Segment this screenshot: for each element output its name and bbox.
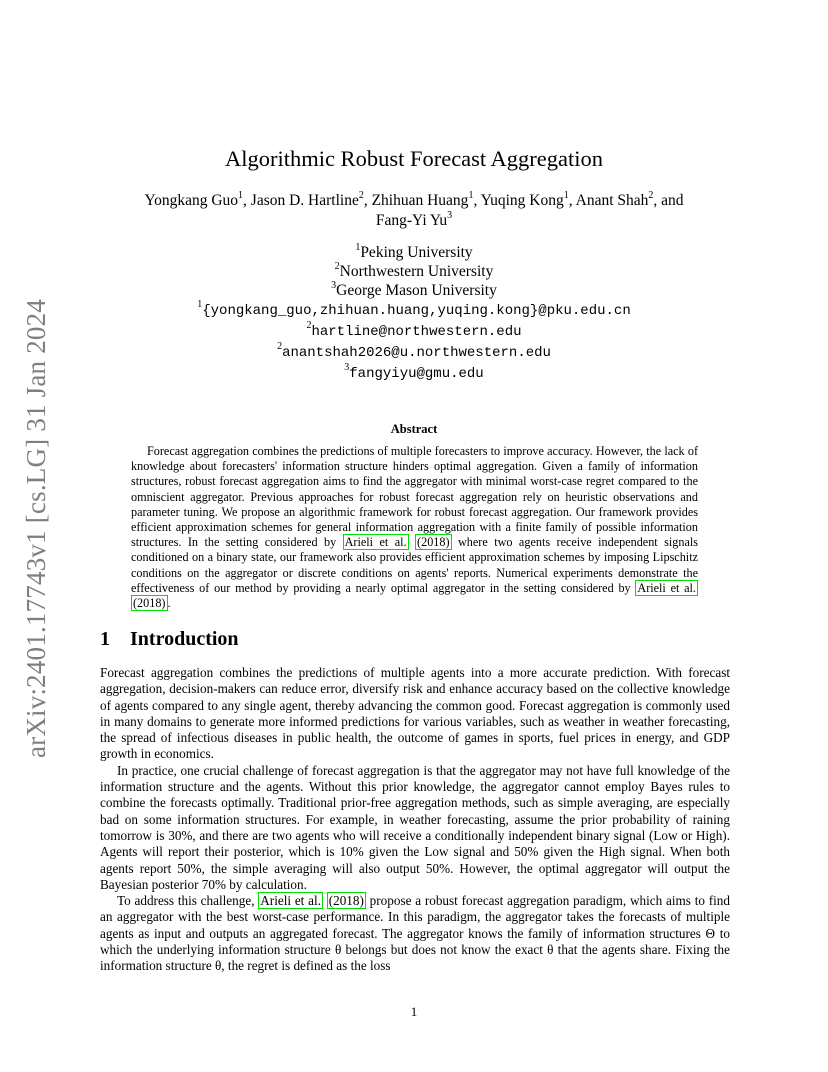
affiliation-block xyxy=(0,243,828,384)
citation-year-link[interactable] xyxy=(415,534,452,550)
author-list: Yongkang Guo$^1$, Jason D. Hartline$^2$, Zhihuan Huang$^1$, Yuqing Kong$^1$, Anant Shah$^2$, and Fang-Yi Yu$^3$ xyxy=(144,189,684,229)
paragraph: Forecast aggregation combines the predictions of multiple agents into a more accurate prediction. With forecast aggregation, decision-makers can reduce error, diversify risk and enhance accuracy based on the collective knowledge of agents compared to any single agent, thereby advancing the common good. Forecast aggregation is commonly used in many domains to generate more informed predictions for various variables, such as weather in weather forecasting, the spread of infectious diseases in public health, the outcome of games in sports, fuel prices in energy, and GDP growth in economics. xyxy=(100,665,730,762)
citation-author: Arieli et al. xyxy=(637,580,696,595)
abstract-part: Forecast aggregation combines the predictions of multiple forecasters to improve accuracy. However, the lack of knowledge about forecasters' information structure hinders optimal aggregation. Given a family of information structures, robust forecast aggregation aims to find the aggregator with minimal worst-case regret compared to the omniscient aggregator. Previous approaches for robust forecast aggregation rely on heuristic observations and parameter tuning. We propose an algorithmic framework for robust forecast aggregation. Our framework provides efficient approximation schemes for general information aggregation with a finite family of possible information structures. In the setting considered by xyxy=(131,444,698,550)
citation-link[interactable] xyxy=(343,534,409,550)
author-affil-mark: 1 xyxy=(238,189,244,201)
email-text: {yongkang_guo,zhihuan.huang,yuqing.kong}@pku.edu.cn xyxy=(202,303,631,319)
author: Yuqing Kong xyxy=(480,192,564,209)
affiliation-text: Peking University xyxy=(360,244,473,261)
affil-mark: 1 xyxy=(197,298,203,310)
paper-title: Algorithmic Robust Forecast Aggregation xyxy=(224,146,604,171)
abstract-heading: Abstract xyxy=(390,422,438,436)
author: Zhihuan Huang xyxy=(371,192,469,209)
affil-mark: 1 xyxy=(355,241,361,253)
citation-year: (2018) xyxy=(133,596,166,611)
citation-year-link[interactable] xyxy=(131,595,168,611)
citation-author: Arieli et al. xyxy=(344,535,407,550)
affil-mark: 3 xyxy=(331,279,337,291)
section-title: Introduction xyxy=(130,628,239,650)
paragraph-part: propose a robust forecast aggregation paradigm, which aims to find an aggregator with the best worst-case performance. In this paradigm, the aggregator takes the forecasts of multiple agents as input and outputs an aggregated forecast. The aggregator knows the family of information structures Θ to which the underlying information structure θ belongs but does not know the exact θ that the agents share. Fixing the information structure θ, the regret is defined as the loss xyxy=(100,893,730,974)
email xyxy=(0,363,828,384)
affil-mark: 2 xyxy=(277,340,283,352)
body-text xyxy=(100,665,730,975)
affil-mark: 3 xyxy=(344,361,350,373)
citation-author: Arieli et al. xyxy=(260,893,321,909)
email xyxy=(0,342,828,363)
author: Anant Shah xyxy=(575,192,649,209)
email xyxy=(0,321,828,342)
arxiv-stamp-text: arXiv:2401.17743v1 [cs.LG] 31 Jan 2024 xyxy=(21,298,52,758)
author-affil-mark: 1 xyxy=(468,189,474,201)
affiliation xyxy=(0,281,828,300)
section-number: 1 xyxy=(100,628,110,650)
paragraph: In practice, one crucial challenge of forecast aggregation is that the aggregator may not have full knowledge of the information structure and the agents. Without this prior knowledge, the aggregator cannot employ Bayes rules to combine the forecasts optimally. Traditional prior-free aggregation methods, such as simple averaging, are especially bad on some information structures. For example, in weather forecasting, assume the prior probability of raining tomorrow is 30%, and there are two agents who will receive a conditionally independent binary signal (Low or High). Agents will report their posterior, which is 10% given the Low signal and 50% given the High signal. When both agents report 50%, the simple averaging will also output 50%. However, the optimal aggregator will output the Bayesian posterior 70% by calculation. xyxy=(100,762,730,892)
citation-link[interactable] xyxy=(258,892,323,909)
author-affil-mark: 2 xyxy=(358,189,364,201)
affiliation xyxy=(0,243,828,262)
citation-link[interactable] xyxy=(635,580,698,596)
affiliation-text: George Mason University xyxy=(336,282,497,299)
page-number: 1 xyxy=(410,1004,418,1019)
author-affil-mark: 3 xyxy=(447,209,453,221)
author: Jason D. Hartline xyxy=(250,192,359,209)
affiliation xyxy=(0,262,828,281)
author: Yongkang Guo xyxy=(144,192,239,209)
section-heading xyxy=(100,628,239,651)
citation-year: (2018) xyxy=(417,535,450,550)
author: Fang-Yi Yu xyxy=(375,212,448,229)
paragraph xyxy=(100,893,730,974)
author-affil-mark: 2 xyxy=(648,189,654,201)
affil-mark: 2 xyxy=(306,319,312,331)
abstract-part: . xyxy=(167,596,171,611)
email xyxy=(0,300,828,321)
email-text: fangyiyu@gmu.edu xyxy=(349,366,484,382)
paragraph-part: To address this challenge, xyxy=(117,893,259,909)
email-text: anantshah2026@u.northwestern.edu xyxy=(282,345,551,361)
abstract-part: where two agents receive independent signals conditioned on a binary state, our framework also provides efficient approximation schemes by imposing Lipschitz conditions on the aggregator or discrete conditions on agents' reports. Numerical experiments demonstrate the effectiveness of our method by providing a nearly optimal aggregator in the setting considered by xyxy=(131,535,698,595)
author-affil-mark: 1 xyxy=(563,189,569,201)
citation-year-link[interactable] xyxy=(327,892,366,909)
author-conjunction: , and xyxy=(653,192,684,209)
abstract-text xyxy=(131,444,698,611)
email-text: hartline@northwestern.edu xyxy=(311,324,522,340)
citation-year: (2018) xyxy=(328,893,364,909)
affil-mark: 2 xyxy=(334,260,340,272)
affiliation-text: Northwestern University xyxy=(339,263,494,280)
